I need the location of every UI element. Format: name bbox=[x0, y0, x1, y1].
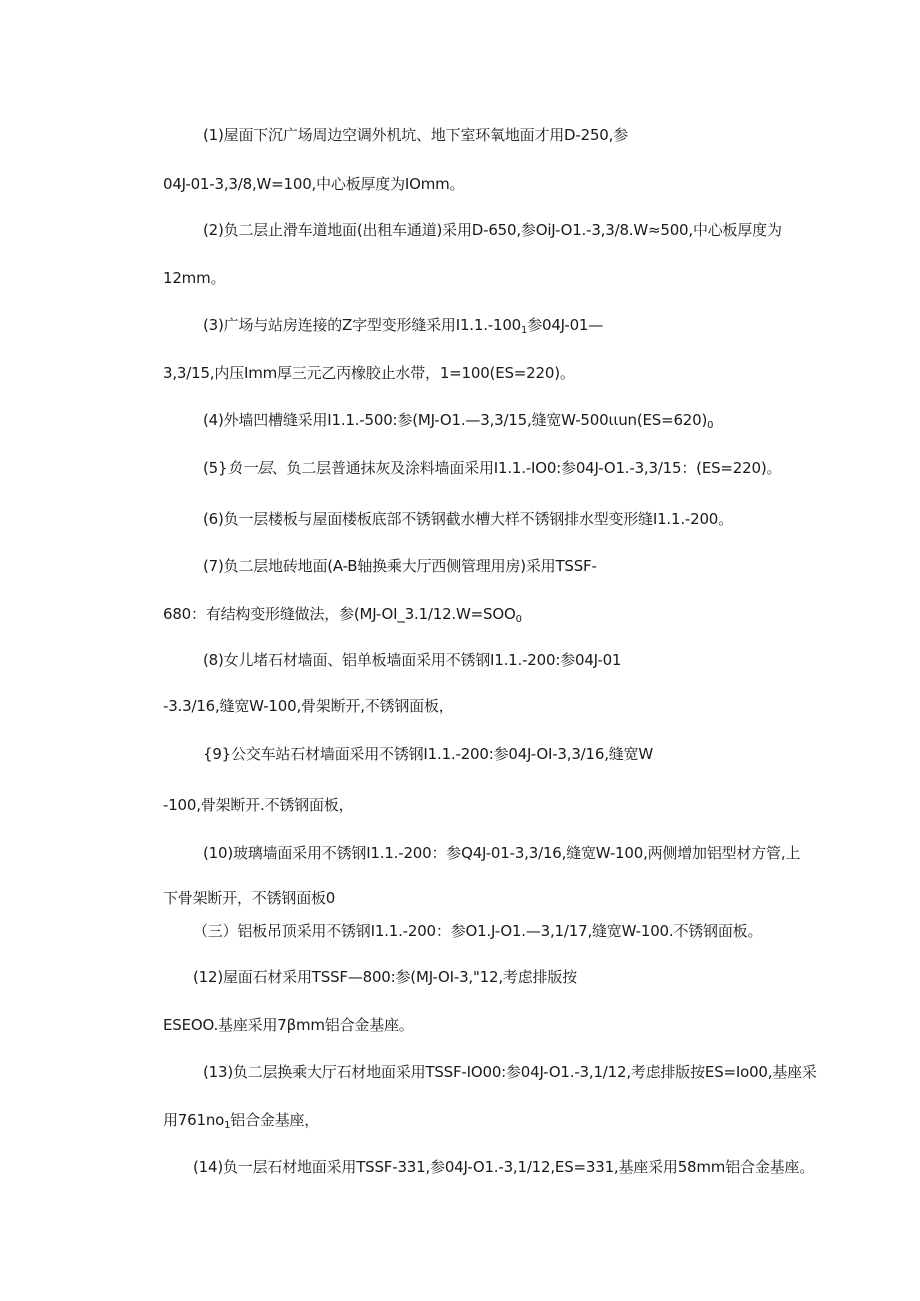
paragraph-10-line-1: (10)玻璃墙面采用不锈钢I1.1.-200：参Q4J-01-3,3/16,缝宽W-100,两侧增加铝型材方管,上 bbox=[203, 844, 801, 862]
paragraph-11-line-1: （三）铝板吊顶采用不锈钢I1.1.-200：参O1.J-O1.—3,1/17,缝宽W-100.不锈钢面板。 bbox=[193, 922, 763, 940]
paragraph-14-line-1: (14)负一层石材地面采用TSSF-331,参04J-O1.-3,1/12,ES=331,基座采用58mm铝合金基座。 bbox=[193, 1158, 815, 1176]
paragraph-4-subscript: 0 bbox=[707, 420, 714, 431]
paragraph-7-line-1: (7)负二层地砖地面(A-B轴换乘大厅西侧管理用房)采用TSSF- bbox=[203, 557, 597, 575]
paragraph-7-subscript: 0 bbox=[515, 614, 522, 625]
paragraph-10-line-2: 下骨架断开，不锈钢面板0 bbox=[163, 889, 336, 907]
paragraph-12-line-1: (12)屋面石材采用TSSF—800:参(MJ-OI-3,"12,考虑排版按 bbox=[193, 968, 577, 986]
paragraph-4-line-1 bbox=[203, 410, 713, 430]
paragraph-13-line-1: (13)负二层换乘大厅石材地面采用TSSF-IO00:参04J-O1.-3,1/12,考虑排版按ES=Io00,基座采 bbox=[203, 1063, 817, 1081]
paragraph-1-line-2: 04J-01-3,3/8,W=100,中心板厚度为IOmm。 bbox=[163, 175, 465, 193]
paragraph-5-line-1 bbox=[203, 458, 781, 478]
paragraph-7-text: 680：有结构变形缝做法，参(MJ-OI_3.1/12.W=SOO bbox=[163, 605, 516, 623]
paragraph-5-italic-text: 负一层 bbox=[227, 459, 272, 477]
paragraph-8-line-1: (8)女儿堵石材墙面、铝单板墙面采用不锈钢I1.1.-200:参04J-01 bbox=[203, 651, 622, 669]
paragraph-8-line-2: -3.3/16,缝宽W-100,骨架断开,不锈钢面板， bbox=[163, 697, 454, 715]
paragraph-5-text-b: 、负二层普通抹灰及涂料墙面采用I1.1.-IO0:参04J-O1.-3,3/15：(ES=220)。 bbox=[271, 459, 782, 477]
paragraph-2-line-1: (2)负二层止滑车道地面(出租车通道)采用D-650,参OiJ-O1.-3,3/8.W≈500,中心板厚度为 bbox=[203, 221, 782, 239]
paragraph-13-text-a: 用761no bbox=[163, 1111, 225, 1129]
paragraph-5-text-a: (5} bbox=[203, 459, 228, 477]
paragraph-13-subscript: 1 bbox=[224, 1120, 231, 1131]
paragraph-2-line-2: 12mm。 bbox=[163, 269, 226, 287]
paragraph-3-text-b: 参04J-01— bbox=[527, 316, 604, 334]
paragraph-1-line-1: (1)屋面下沉广场周边空调外机坑、地下室环氧地面才用D-250,参 bbox=[203, 126, 629, 144]
paragraph-3-line-1 bbox=[203, 315, 603, 335]
paragraph-6-line-1: (6)负一层楼板与屋面楼板底部不锈钢截水槽大样不锈钢排水型变形缝I1.1.-200。 bbox=[203, 510, 733, 528]
paragraph-12-line-2: ESEOO.基座采用7βmm铝合金基座。 bbox=[163, 1016, 414, 1034]
paragraph-3-line-2: 3,3/15,内压Imm厚三元乙丙橡胶止水带，1=100(ES=220)。 bbox=[163, 364, 575, 382]
paragraph-13-text-b: 铝合金基座， bbox=[230, 1111, 320, 1129]
paragraph-3-subscript: 1 bbox=[521, 325, 528, 336]
paragraph-3-text-a: (3)广场与站房连接的Z字型变形缝采用I1.1.-100 bbox=[203, 316, 522, 334]
paragraph-7-line-2 bbox=[163, 604, 522, 624]
paragraph-9-line-1: {9}公交车站石材墙面采用不锈钢I1.1.-200:参04J-OI-3,3/16,缝宽W bbox=[203, 745, 654, 763]
paragraph-9-line-2: -100,骨架断开.不锈钢面板， bbox=[163, 796, 354, 814]
paragraph-4-text: (4)外墙凹槽缝采用I1.1.-500:参(MJ-O1.—3,3/15,缝宽W-500ιιun(ES=620) bbox=[203, 411, 708, 429]
paragraph-13-line-2 bbox=[163, 1110, 319, 1130]
